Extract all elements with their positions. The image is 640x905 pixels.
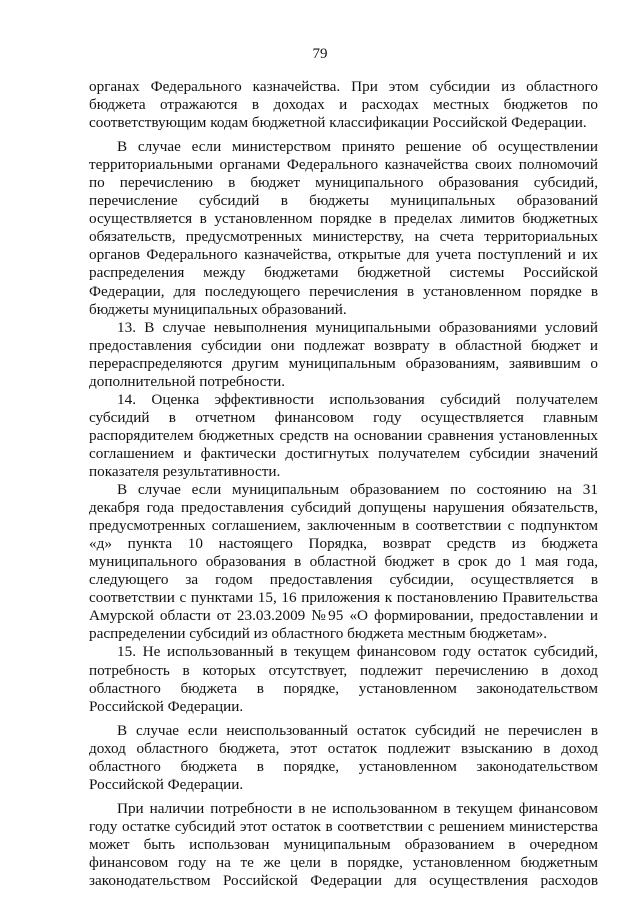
text-line: соглашением и фактически достигнутых получателем субсидии значений: [89, 444, 598, 462]
text-line: При наличии потребности в не использованном в текущем финансовом: [117, 799, 598, 817]
text-line: декабря года предоставления субсидий допущены нарушения обязательств,: [89, 499, 598, 517]
text-line: году остатке субсидий этот остаток в соответствии с решением министерства: [89, 817, 598, 835]
text-line: органов Федерального казначейства, открытые для учета поступлений и их: [89, 246, 598, 264]
text-line: 15. Не использованный в текущем финансовом году остаток субсидий,: [117, 643, 598, 661]
text-line: распорядителем бюджетных средств на основании сравнения установленных: [89, 426, 598, 444]
text-line: В случае если министерством принято решение об осуществлении: [117, 138, 598, 156]
text-line: обязательств, предусмотренных министерству, на счета территориальных: [89, 228, 598, 246]
text-line: соответствующим кодам бюджетной классификации Российской Федерации.: [89, 114, 587, 132]
text-line: «д» пункта 10 настоящего Порядка, возврат средств из бюджета: [89, 535, 598, 553]
text-line: Российской Федерации.: [89, 697, 244, 715]
text-line: доход областного бюджета, этот остаток подлежит взысканию в доход: [89, 739, 598, 757]
text-line: субсидий в отчетном финансовом году осуществляется главным: [89, 408, 598, 426]
text-line: перераспределяются другим муниципальным образованиям, заявившим о: [89, 354, 598, 372]
text-line: В случае если неиспользованный остаток субсидий не перечислен в: [117, 721, 598, 739]
document-body-text: [89, 78, 598, 890]
text-line: 13. В случае невыполнения муниципальными образованиями условий: [117, 318, 598, 336]
text-line: предусмотренных соглашением, заключенным в соответствии с подпунктом: [89, 517, 598, 535]
text-line: финансовом году на те же цели в порядке, установленном бюджетным: [89, 853, 598, 871]
text-line: по перечислению в бюджет муниципального образования субсидий,: [89, 174, 598, 192]
text-line: органах Федерального казначейства. При этом субсидии из областного: [89, 78, 598, 95]
text-line: бюджета отражаются в доходах и расходах местных бюджетов по: [89, 96, 598, 114]
text-line: соответствии с пунктами 15, 16 приложения к постановлению Правительства: [89, 589, 598, 607]
text-line: В случае если муниципальным образованием по состоянию на 31: [117, 481, 598, 499]
text-line: областного бюджета в порядке, установленном законодательством: [89, 757, 598, 775]
text-line: 14. Оценка эффективности использования субсидий получателем: [117, 390, 598, 408]
text-line: областного бюджета в порядке, установленном законодательством: [89, 679, 598, 697]
text-line: осуществляется в установленном порядке в пределах лимитов бюджетных: [89, 210, 598, 228]
text-line: территориальными органами Федерального казначейства своих полномочий: [89, 156, 598, 174]
text-line: распределении субсидий из областного бюджета местным бюджетам».: [89, 625, 548, 643]
text-line: распределения между бюджетами бюджетной системы Российской: [89, 264, 598, 282]
text-line: Амурской области от 23.03.2009 №95 «О формировании, предоставлении и: [89, 607, 598, 625]
text-line: Российской Федерации.: [89, 775, 244, 793]
text-line: перечисление субсидий в бюджеты муниципальных образований: [89, 192, 598, 210]
text-line: муниципального образования в областной бюджет в срок до 1 мая года,: [89, 553, 598, 571]
text-line: Федерации, для последующего перечисления в установленном порядке в: [89, 282, 598, 300]
text-line: дополнительной потребности.: [89, 372, 286, 390]
text-line: показателя результативности.: [89, 462, 281, 480]
text-line: предоставления субсидии они подлежат возврату в областной бюджет и: [89, 336, 598, 354]
text-line: следующего за годом предоставления субсидии, осуществляется в: [89, 571, 598, 589]
text-line: потребность в которых отсутствует, подлежит перечислению в доход: [89, 661, 598, 679]
text-line: может быть использован муниципальным образованием в очередном: [89, 835, 598, 853]
text-line: бюджеты муниципальных образований.: [89, 300, 347, 318]
page-number: 79: [312, 46, 328, 62]
text-line: законодательством Российской Федерации для осуществления расходов: [89, 872, 598, 890]
